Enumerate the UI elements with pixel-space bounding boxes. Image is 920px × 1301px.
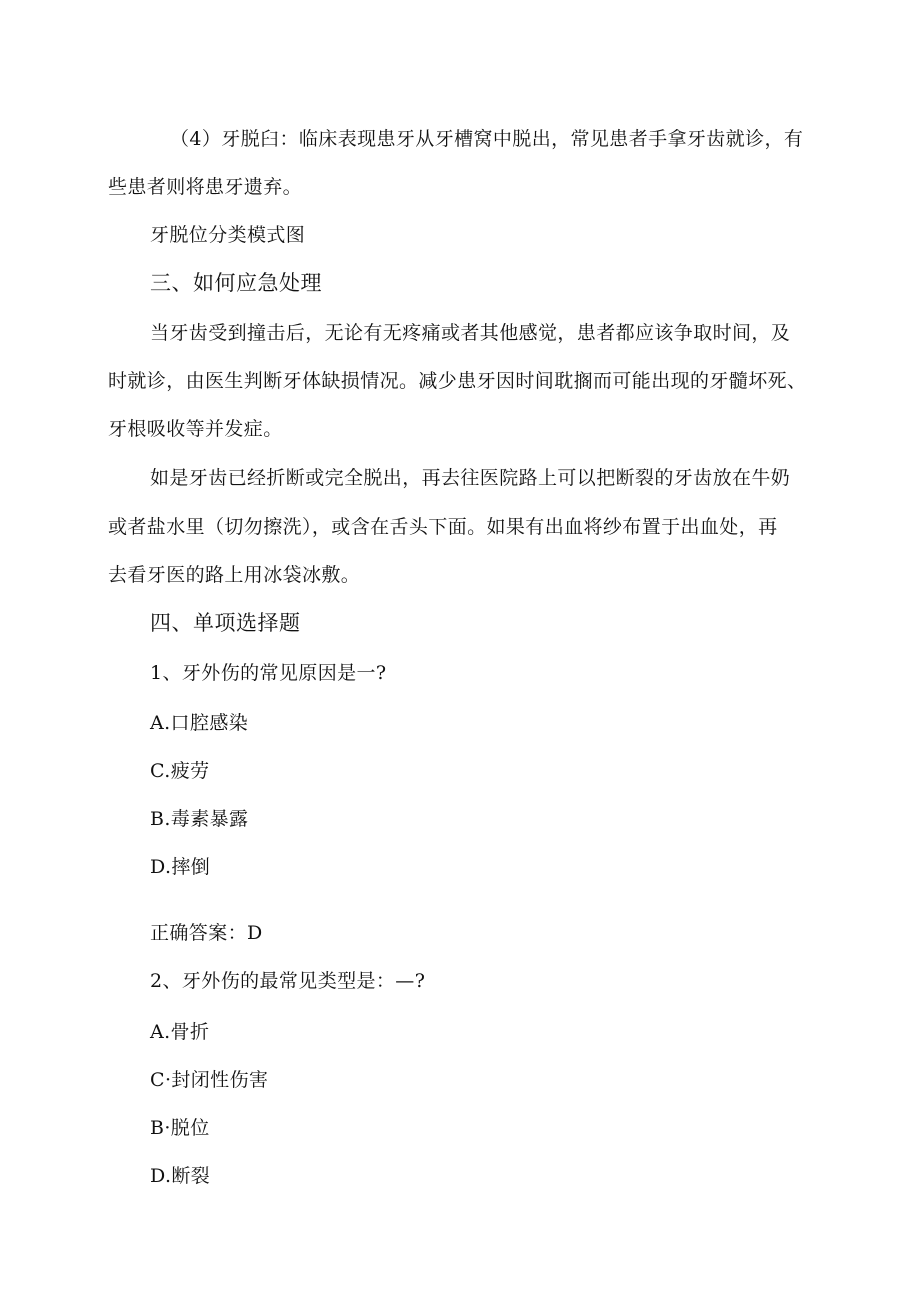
emergency-paragraph-2-line-1: 如是牙齿已经折断或完全脱出，再去往医院路上可以把断裂的牙齿放在牛奶 xyxy=(150,467,791,489)
dislocation-paragraph-line-1: （4）牙脱臼：临床表现患牙从牙槽窝中脱出，常见患者手拿牙齿就诊，有 xyxy=(170,128,804,150)
question-1-option-a: A.口腔感染 xyxy=(150,712,249,734)
question-2-option-c: C·封闭性伤害 xyxy=(150,1069,269,1091)
question-2-option-a: A.骨折 xyxy=(150,1021,210,1043)
question-1-answer: 正确答案：D xyxy=(150,922,263,944)
question-2-option-d: D.断裂 xyxy=(150,1165,211,1187)
figure-caption: 牙脱位分类模式图 xyxy=(150,224,306,246)
emergency-paragraph-1-line-1: 当牙齿受到撞击后，无论有无疼痛或者其他感觉，患者都应该争取时间，及 xyxy=(150,322,791,344)
question-1-option-b: B.毒素暴露 xyxy=(150,808,249,830)
question-1-option-c: C.疲劳 xyxy=(150,760,210,782)
question-1-option-d: D.摔倒 xyxy=(150,856,211,878)
emergency-paragraph-2-line-3: 去看牙医的路上用冰袋冰敷。 xyxy=(108,564,361,586)
question-2: 2、牙外伤的最常见类型是：—? xyxy=(150,970,426,992)
section-3-heading: 三、如何应急处理 xyxy=(150,271,322,295)
question-1: 1、牙外伤的常见原因是一? xyxy=(150,662,387,684)
dislocation-paragraph-line-2: 些患者则将患牙遗弃。 xyxy=(108,176,303,198)
emergency-paragraph-2-line-2: 或者盐水里（切勿擦洗），或含在舌头下面。如果有出血将纱布置于出血处，再 xyxy=(108,516,778,538)
emergency-paragraph-1-line-3: 牙根吸收等并发症。 xyxy=(108,418,283,440)
section-4-heading: 四、单项选择题 xyxy=(150,611,301,635)
question-2-option-b: B·脱位 xyxy=(150,1117,210,1139)
emergency-paragraph-1-line-2: 时就诊，由医生判断牙体缺损情况。减少患牙因时间耽搁而可能出现的牙髓坏死、 xyxy=(108,370,807,392)
